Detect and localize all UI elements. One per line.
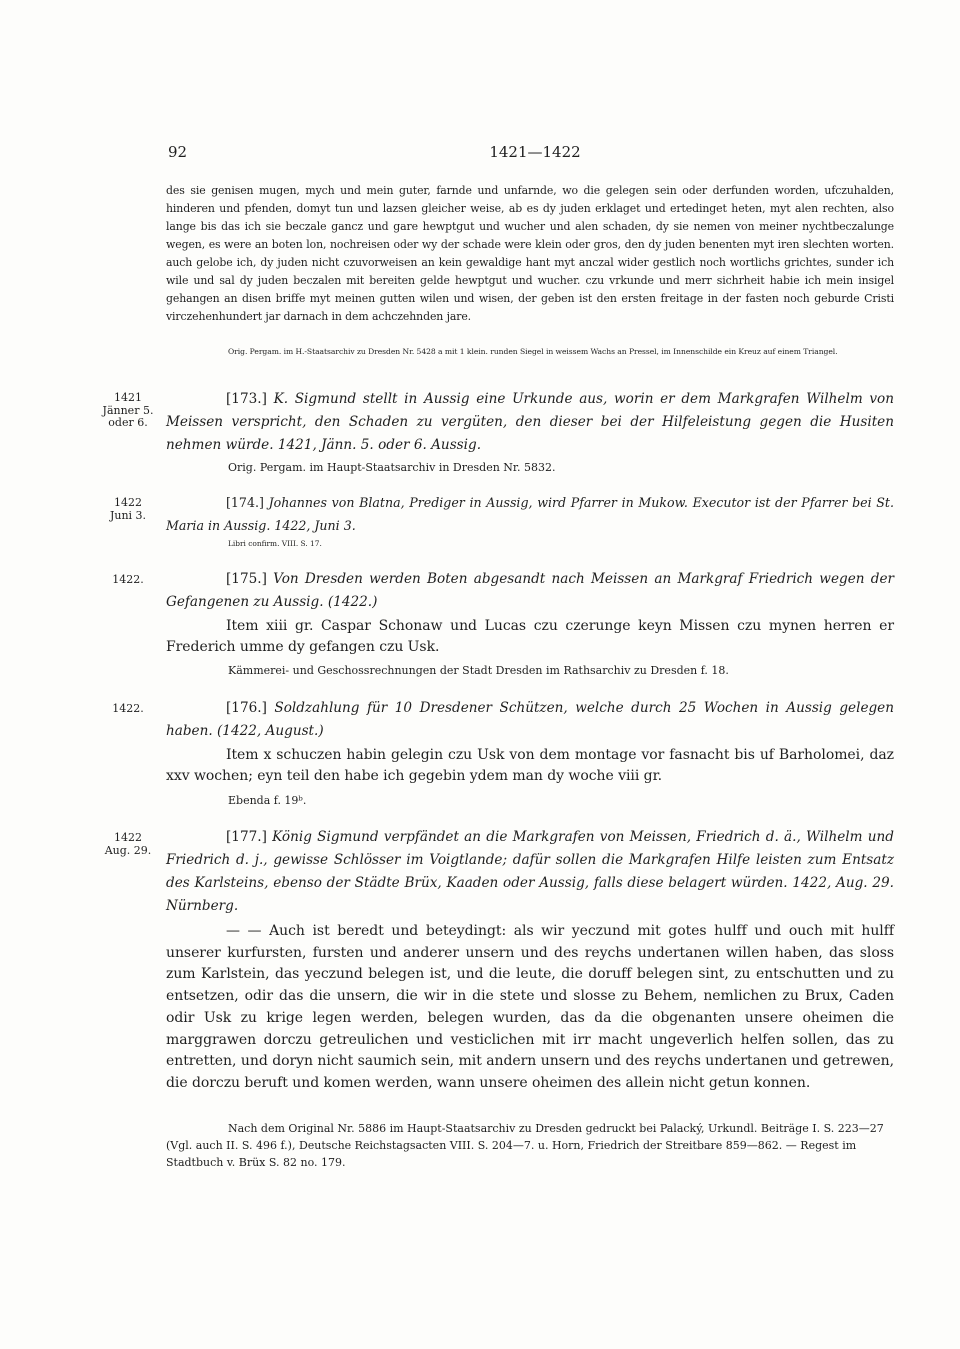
running-head: 1421—1422 [489, 143, 581, 161]
entry-177-text: — — Auch ist beredt und beteydingt: als wir yeczund mit gotes hulff und ouch mit hulff unserer kurfursten, fursten und anderer unsern und des reychs undertanen willen haben, das sloss zum Karlstein, das yeczund belegen ist, und die leute, die doruff belegen sint, zu entschutten und zu entsetzen, odir das die unsern, die wir in die stete und slosse zu Behem, nemlichen zu Brux, Caden odir Usk zu krige legen werden, belegen wurden, das da die obgenanten unsere oheimen die marggrawen dorczu getreulichen und vesticlichen mit irr macht ungeverlich helfen sollen, das zu entretten, und doryn nicht saumich sein, mit andern unsern und des reychs undertanen und getrewen, die dorczu beruft und komen werden, wann unsere oheimen des allein nicht getun konnen. [166, 923, 894, 1091]
entry-176-title: [176.] Soldzahlung für 10 Dresdener Schützen, welche durch 25 Wochen in Aussig gelegen haben. (1422, August.) [166, 700, 894, 739]
margin-date-175: 1422. [112, 573, 144, 586]
entry-175-text: Item xiii gr. Caspar Schonaw und Lucas czu czerunge keyn Missen czu mynen herren er Frederich umme dy gefangen czu Usk. [166, 618, 894, 655]
margin-date-177: 1422 Aug. 29. [104, 831, 152, 857]
entry-number: [175.] [226, 571, 267, 587]
entry-number: [177.] [226, 829, 267, 845]
continuation-text: des sie genisen mugen, mych und mein guter, farnde und unfarnde, wo die gelegen sein oder derfunden worden, ufczuhalden, hinderen und pfenden, domyt tun und lazsen gleicher weise, ab es dy juden erklaget und ertedinget heten, myt alen rechten, also lange bis das ich sie beczale gancz und gare hewptgut und wucher und alen schaden, dy sie nemen von meiner nychtbeczalunge wegen, es were an boten lon, nochreisen oder wy der schade were klein oder gros, den dy juden benenten myt iren slechten worten. auch gelobe ich, dy juden nicht czuvorweisen an kein gewaldige hant myt anczal wider gestlich noch wortlichs grichtes, sunder ich wile und sal dy juden beczalen mit bereiten gelde hewptgut und wucher. czu vrkunde und merr sichrheit habie ich mein insigel gehangen an disen briffe myt meinen gutten wilen und wisen, der geben ist den ersten freitage in der fasten noch geburde Cristi virczehenhundert jar darnach in dem achczehnden jare. [166, 184, 894, 323]
margin-date-174: 1422 Juni 3. [109, 496, 147, 522]
entry-174-source: Libri confirm. VIII. S. 17. [228, 539, 322, 548]
entry-number: [176.] [226, 700, 267, 716]
entry-number: [174.] [226, 495, 264, 510]
continuation-source: Orig. Pergam. im H.-Staatsarchiv zu Dresden Nr. 5428 a mit 1 klein. runden Siegel in weissem Wachs an Pressel, im Innenschilde ein Kreuz auf einem Triangel. [228, 347, 838, 356]
page-number: 92 [168, 143, 188, 161]
entry-173-source: Orig. Pergam. im Haupt-Staatsarchiv in Dresden Nr. 5832. [228, 461, 556, 474]
entry-173-title: [173.] K. Sigmund stellt in Aussig eine Urkunde aus, worin er dem Markgrafen Wilhelm von Meissen verspricht, den Schaden zu vergüten, den dieser bei der Hilfeleistung gegen die Husiten nehmen würde. 1421, Jänn. 5. oder 6. Aussig. [166, 391, 894, 453]
entry-174-title: [174.] Johannes von Blatna, Prediger in Aussig, wird Pfarrer in Mukow. Executor ist der Pfarrer bei St. Maria in Aussig. 1422, Juni 3. [166, 495, 894, 533]
entry-175-source: Kämmerei- und Geschossrechnungen der Stadt Dresden im Rathsarchiv zu Dresden f. 18. [228, 664, 729, 677]
entry-176-source: Ebenda f. 19ᵇ. [228, 794, 307, 807]
page-header [0, 143, 960, 167]
entry-175-title: [175.] Von Dresden werden Boten abgesandt nach Meissen an Markgraf Friedrich wegen der Gefangenen zu Aussig. (1422.) [166, 571, 894, 610]
entry-176-text: Item x schuczen habin gelegin czu Usk von dem montage vor fasnacht bis uf Barholomei, daz xxv wochen; eyn teil den habe ich gegebin ydem man dy woche viii gr. [166, 747, 894, 784]
entry-number: [173.] [226, 391, 267, 407]
margin-date-173: 1421 Jänner 5. oder 6. [102, 391, 154, 429]
entry-177-source: Nach dem Original Nr. 5886 im Haupt-Staatsarchiv zu Dresden gedruckt bei Palacký, Urkundl. Beiträge I. S. 223—27 (Vgl. auch II. S. 496 f.), Deutsche Reichstagsacten VIII. S. 204—7. u. Horn, Friedrich der Streitbare 859—862. — Regest im Stadtbuch v. Brüx S. 82 no. 179. [166, 1122, 884, 1169]
margin-date-176: 1422. [112, 702, 144, 715]
entry-177-title: [177.] König Sigmund verpfändet an die Markgrafen von Meissen, Friedrich d. ä., Wilhelm und Friedrich d. j., gewisse Schlösser im Voigtlande; dafür sollen die Markgrafen Hilfe leisten zum Entsatz des Karlsteins, ebenso der Städte Brüx, Kaaden oder Aussig, falls diese belagert würden. 1422, Aug. 29. Nürnberg. [166, 829, 894, 914]
